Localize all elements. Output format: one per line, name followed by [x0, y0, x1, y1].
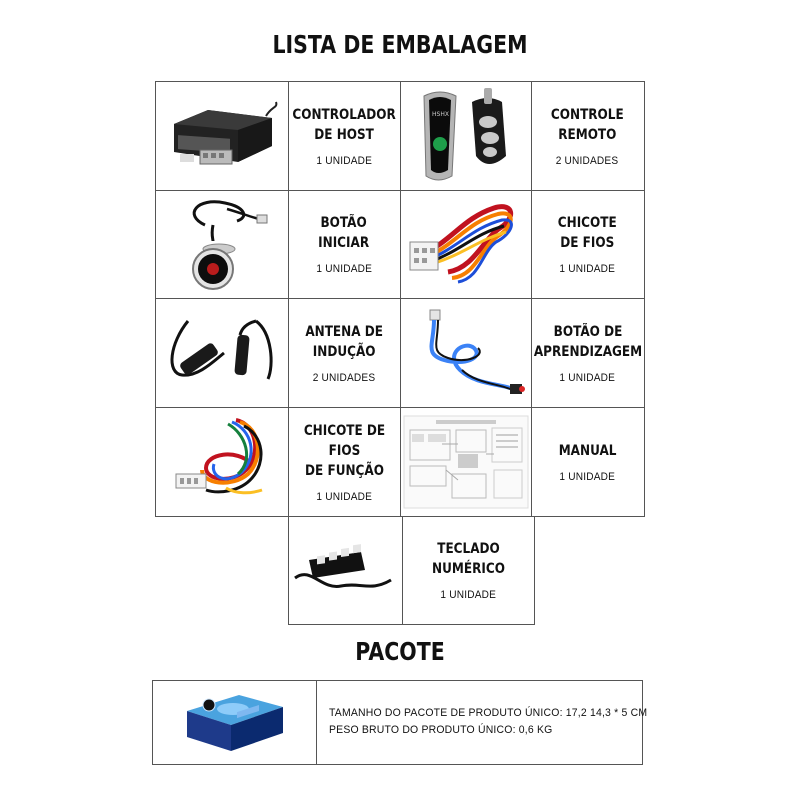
function-harness-image [155, 407, 289, 517]
item-name: CHICOTE DE FIOS DE FUNÇÃO [303, 422, 385, 479]
host-controller-image [155, 81, 289, 191]
item-wire-harness [531, 190, 645, 299]
packing-list-grid [155, 81, 644, 516]
remote-key-image [400, 81, 532, 191]
item-quantity: 2 UNIDADES [556, 154, 619, 167]
keypad-icon [291, 530, 399, 610]
remote-screen-label: HSHX [431, 110, 449, 118]
package-title: PACOTE [355, 637, 445, 666]
keypad-image [288, 516, 403, 625]
wire-harness-icon [404, 198, 528, 290]
item-name: CONTROLE REMOTO [551, 106, 624, 143]
item-induction-antenna [288, 298, 401, 408]
remote-key-icon [410, 86, 522, 186]
item-start-button [288, 190, 401, 299]
page-title: LISTA DE EMBALAGEM [272, 30, 528, 59]
learning-button-icon [404, 304, 528, 402]
package-weight: PESO BRUTO DO PRODUTO ÚNICO: 0,6 KG [328, 724, 552, 736]
induction-antenna-icon [160, 313, 284, 393]
item-quantity: 1 UNIDADE [316, 154, 372, 167]
keypad-row [288, 516, 534, 624]
function-harness-icon [166, 414, 278, 510]
item-manual [531, 407, 645, 517]
package-box-icon [179, 687, 289, 757]
item-name: ANTENA DE INDUÇÃO [305, 323, 383, 360]
item-quantity: 1 UNIDADE [559, 371, 616, 384]
item-quantity: 1 UNIDADE [440, 589, 496, 601]
item-quantity: 1 UNIDADE [316, 490, 372, 503]
package-info [152, 680, 647, 764]
item-name: CHICOTE DE FIOS [558, 215, 617, 251]
item-keypad [402, 516, 535, 625]
induction-antenna-image [155, 298, 289, 408]
item-host-controller [288, 81, 401, 191]
manual-icon [402, 414, 530, 510]
manual-image [400, 407, 532, 517]
item-quantity: 2 UNIDADES [312, 371, 376, 384]
start-button-icon [167, 195, 277, 293]
item-name: MANUAL [558, 442, 617, 459]
item-quantity: 1 UNIDADE [316, 263, 372, 275]
item-function-harness [288, 407, 401, 517]
start-button-image [155, 190, 289, 299]
learning-button-image [400, 298, 532, 408]
item-name: TECLADO NUMÉRICO [431, 541, 505, 577]
item-learning-button [531, 298, 645, 408]
item-name: CONTROLADOR DE HOST [292, 106, 396, 143]
package-image [152, 680, 317, 765]
item-name: BOTÃO INICIAR [318, 215, 370, 251]
package-size: TAMANHO DO PACOTE DE PRODUTO ÚNICO: 17,2 14,3 * 5 CM [328, 707, 647, 719]
item-remote-control [531, 81, 645, 191]
item-quantity: 1 UNIDADE [559, 470, 616, 483]
item-quantity: 1 UNIDADE [559, 263, 616, 275]
package-details [316, 680, 647, 765]
host-controller-icon [162, 96, 282, 176]
item-name: BOTÃO DE APRENDIZAGEM [533, 323, 642, 360]
wire-harness-image [400, 190, 532, 299]
